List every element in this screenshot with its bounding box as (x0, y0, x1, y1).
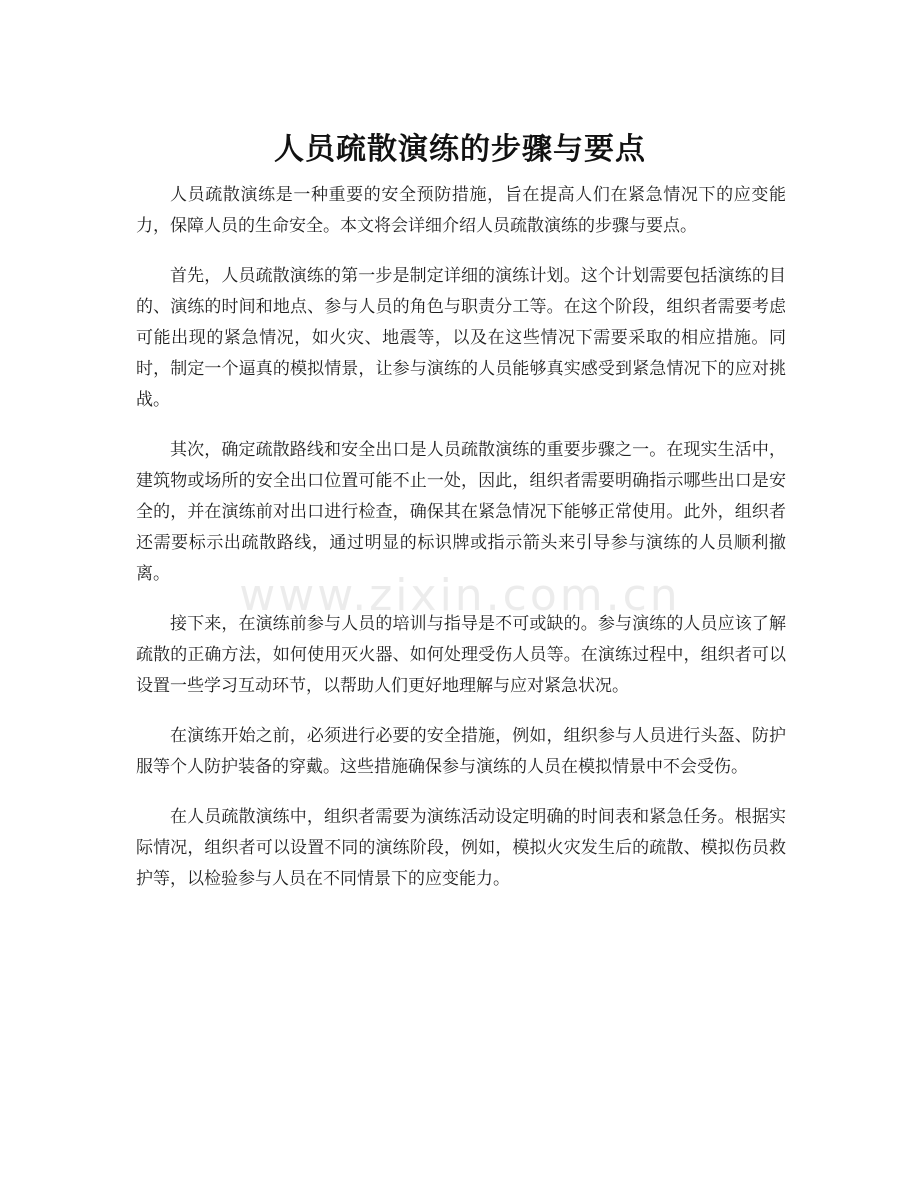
watermark: www.zixin.com.cn (239, 570, 681, 621)
paragraph-6: 在人员疏散演练中，组织者需要为演练活动设定明确的时间表和紧急任务。根据实际情况，组织者可以设置不同的演练阶段，例如，模拟火灾发生后的疏散、模拟伤员救护等，以检验参与人员在不同情景下的应变能力。 (136, 807, 786, 889)
paragraph-1: 人员疏散演练是一种重要的安全预防措施，旨在提高人们在紧急情况下的应变能力，保障人员的生命安全。本文将会详细介绍人员疏散演练的步骤与要点。 (136, 185, 786, 236)
document-title: 人员疏散演练的步骤与要点 (274, 132, 646, 168)
paragraph-3: 其次，确定疏散路线和安全出口是人员疏散演练的重要步骤之一。在现实生活中，建筑物或场所的安全出口位置可能不止一处，因此，组织者需要明确指示哪些出口是安全的，并在演练前对出口进行检查，确保其在紧急情况下能够正常使用。此外，组织者还需要标示出疏散路线，通过明显的标识牌或指示箭头来引导参与演练的人员顺利撤离。 (136, 440, 786, 584)
document-body (136, 180, 786, 914)
paragraph-5: 在演练开始之前，必须进行必要的安全措施，例如，组织参与人员进行头盔、防护服等个人防护装备的穿戴。这些措施确保参与演练的人员在模拟情景中不会受伤。 (136, 726, 786, 777)
paragraph-2: 首先，人员疏散演练的第一步是制定详细的演练计划。这个计划需要包括演练的目的、演练的时间和地点、参与人员的角色与职责分工等。在这个阶段，组织者需要考虑可能出现的紧急情况，如火灾、地震等，以及在这些情况下需要采取的相应措施。同时，制定一个逼真的模拟情景，让参与演练的人员能够真实感受到紧急情况下的应对挑战。 (136, 266, 786, 410)
paragraph-4: 接下来，在演练前参与人员的培训与指导是不可或缺的。参与演练的人员应该了解疏散的正确方法，如何使用灭火器、如何处理受伤人员等。在演练过程中，组织者可以设置一些学习互动环节，以帮助人们更好地理解与应对紧急状况。 (136, 614, 786, 696)
